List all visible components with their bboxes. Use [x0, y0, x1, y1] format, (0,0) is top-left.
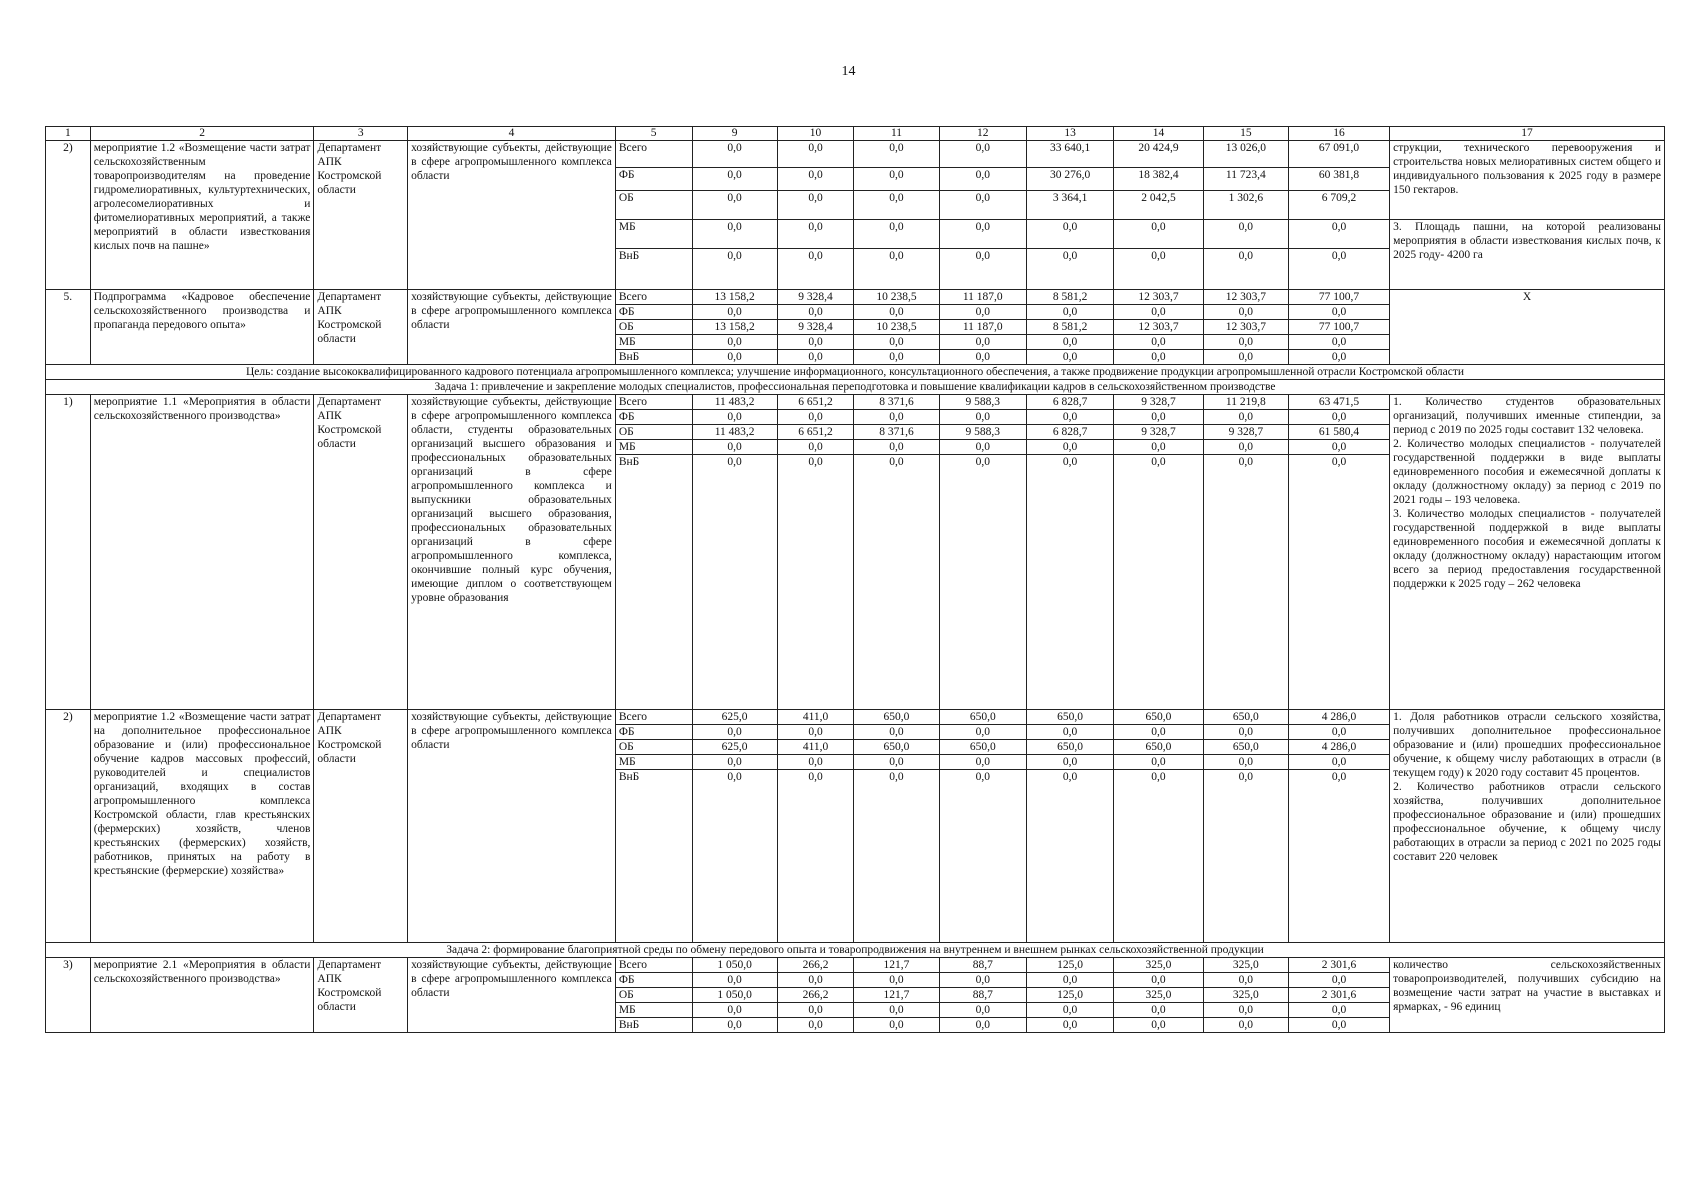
- item-participants: хозяйствующие субъекты, действующие в сфере агропромышленного комплекса области: [408, 141, 616, 290]
- funding-label: ВнБ: [615, 350, 692, 365]
- value-cell: 0,0: [1114, 1018, 1203, 1033]
- value-cell: 0,0: [854, 350, 939, 365]
- funding-label: ВнБ: [615, 249, 692, 290]
- value-cell: 0,0: [777, 350, 854, 365]
- item-executor: Департамент АПК Костромской области: [314, 395, 408, 710]
- header-cell: 11: [854, 127, 939, 141]
- value-cell: 625,0: [692, 740, 777, 755]
- value-cell: 0,0: [1203, 755, 1288, 770]
- value-cell: 0,0: [777, 249, 854, 290]
- value-cell: 0,0: [1026, 755, 1113, 770]
- value-cell: 0,0: [1203, 410, 1288, 425]
- value-cell: 12 303,7: [1203, 290, 1288, 305]
- value-cell: 0,0: [939, 440, 1026, 455]
- value-cell: 325,0: [1114, 988, 1203, 1003]
- item-number: 5.: [46, 290, 91, 365]
- value-cell: 9 588,3: [939, 425, 1026, 440]
- value-cell: 11 219,8: [1203, 395, 1288, 410]
- value-cell: 0,0: [692, 141, 777, 168]
- value-cell: 0,0: [1114, 770, 1203, 943]
- value-cell: 0,0: [777, 305, 854, 320]
- funding-label: Всего: [615, 290, 692, 305]
- value-cell: 77 100,7: [1288, 320, 1389, 335]
- value-cell: 0,0: [1026, 305, 1113, 320]
- value-cell: 88,7: [939, 988, 1026, 1003]
- value-cell: 9 328,4: [777, 320, 854, 335]
- value-cell: 0,0: [939, 168, 1026, 191]
- value-cell: 0,0: [1026, 1003, 1113, 1018]
- header-cell: 12: [939, 127, 1026, 141]
- funding-label: Всего: [615, 395, 692, 410]
- value-cell: 9 328,7: [1114, 395, 1203, 410]
- header-cell: 15: [1203, 127, 1288, 141]
- value-cell: 8 371,6: [854, 425, 939, 440]
- value-cell: 0,0: [939, 755, 1026, 770]
- value-cell: 9 328,7: [1114, 425, 1203, 440]
- goal-text-row: [46, 365, 1665, 380]
- item-executor: Департамент АПК Костромской области: [314, 141, 408, 290]
- item-participants: хозяйствующие субъекты, действующие в сфере агропромышленного комплекса области: [408, 290, 616, 365]
- value-cell: 0,0: [1203, 249, 1288, 290]
- table-row: [46, 710, 1665, 725]
- value-cell: 13 026,0: [1203, 141, 1288, 168]
- item-name: Подпрограмма «Кадровое обеспечение сельскохозяйственного производства и пропаганда передового опыта»: [90, 290, 314, 365]
- value-cell: 12 303,7: [1114, 290, 1203, 305]
- value-cell: 0,0: [854, 220, 939, 249]
- value-cell: 6 651,2: [777, 425, 854, 440]
- item-result: 1. Доля работников отрасли сельского хозяйства, получивших дополнительное профессиональное образование и (или) прошедших профессиональное обучение, к общему числу работающих в отрасли (в текущем году) к 2020 году составит 45 процентов. 2. Количество работников отрасли сельского хозяйства, получивших дополнительное профессиональное образование и (или) прошедших профессиональное обучение, к общему числу работающих в отрасли за период с 2021 по 2025 годы составит 220 человек: [1390, 710, 1665, 943]
- value-cell: 0,0: [1288, 1003, 1389, 1018]
- value-cell: 266,2: [777, 958, 854, 973]
- value-cell: 0,0: [939, 973, 1026, 988]
- value-cell: 0,0: [939, 305, 1026, 320]
- value-cell: 60 381,8: [1288, 168, 1389, 191]
- item-participants: хозяйствующие субъекты, действующие в сфере агропромышленного комплекса области, студенты образовательных организаций высшего образования и профессиональных образовательных организаций в сфере агропромышленного комплекса и выпускники образовательных организаций высшего образования, профессиональных образовательных организаций в сфере агропромышленного комплекса, окончившие полный курс обучения, имеющие диплом о соответствующем уровне образования: [408, 395, 616, 710]
- value-cell: 0,0: [1288, 755, 1389, 770]
- table-row: [46, 958, 1665, 973]
- value-cell: 0,0: [692, 410, 777, 425]
- value-cell: 411,0: [777, 740, 854, 755]
- table-row: [46, 290, 1665, 305]
- value-cell: 650,0: [1026, 740, 1113, 755]
- page-number: 14: [841, 64, 856, 79]
- value-cell: 0,0: [939, 410, 1026, 425]
- value-cell: 0,0: [692, 973, 777, 988]
- value-cell: 121,7: [854, 958, 939, 973]
- value-cell: 0,0: [1203, 973, 1288, 988]
- item-name: мероприятие 2.1 «Мероприятия в области сельскохозяйственного производства»: [90, 958, 314, 1033]
- value-cell: 0,0: [777, 1003, 854, 1018]
- task2-text-row: [46, 943, 1665, 958]
- value-cell: 0,0: [692, 455, 777, 710]
- value-cell: 0,0: [854, 410, 939, 425]
- value-cell: 0,0: [939, 249, 1026, 290]
- value-cell: 6 828,7: [1026, 425, 1113, 440]
- value-cell: 9 328,4: [777, 290, 854, 305]
- funding-label: МБ: [615, 440, 692, 455]
- value-cell: 0,0: [1026, 725, 1113, 740]
- value-cell: 77 100,7: [1288, 290, 1389, 305]
- item-result: X: [1390, 290, 1665, 365]
- value-cell: 0,0: [939, 191, 1026, 220]
- value-cell: 0,0: [1026, 410, 1113, 425]
- value-cell: 0,0: [1026, 770, 1113, 943]
- value-cell: 0,0: [1288, 335, 1389, 350]
- value-cell: 0,0: [777, 191, 854, 220]
- value-cell: 0,0: [692, 440, 777, 455]
- value-cell: 1 050,0: [692, 958, 777, 973]
- value-cell: 0,0: [692, 249, 777, 290]
- value-cell: 0,0: [692, 725, 777, 740]
- header-cell: 14: [1114, 127, 1203, 141]
- value-cell: 2 301,6: [1288, 958, 1389, 973]
- value-cell: 0,0: [1203, 305, 1288, 320]
- value-cell: 1 302,6: [1203, 191, 1288, 220]
- value-cell: 0,0: [777, 335, 854, 350]
- value-cell: 0,0: [854, 191, 939, 220]
- funding-label: МБ: [615, 755, 692, 770]
- value-cell: 67 091,0: [1288, 141, 1389, 168]
- item-number: 2): [46, 141, 91, 290]
- task1-text: Задача 1: привлечение и закрепление молодых специалистов, профессиональная переподготовка и повышение квалификации кадров в сельскохозяйственном производстве: [46, 380, 1665, 395]
- item-executor: Департамент АПК Костромской области: [314, 710, 408, 943]
- value-cell: 33 640,1: [1026, 141, 1113, 168]
- value-cell: 61 580,4: [1288, 425, 1389, 440]
- value-cell: 0,0: [1203, 725, 1288, 740]
- value-cell: 0,0: [1288, 249, 1389, 290]
- value-cell: 125,0: [1026, 958, 1113, 973]
- value-cell: 0,0: [939, 725, 1026, 740]
- header-cell: 10: [777, 127, 854, 141]
- value-cell: 6 709,2: [1288, 191, 1389, 220]
- value-cell: 9 588,3: [939, 395, 1026, 410]
- task2-text: Задача 2: формирование благоприятной среды по обмену передового опыта и товаропродвижения на внутреннем и внешнем рынках сельскохозяйственной продукции: [46, 943, 1665, 958]
- value-cell: 6 828,7: [1026, 395, 1113, 410]
- value-cell: 11 723,4: [1203, 168, 1288, 191]
- item-executor: Департамент АПК Костромской области: [314, 290, 408, 365]
- item-number: 3): [46, 958, 91, 1033]
- value-cell: 20 424,9: [1114, 141, 1203, 168]
- value-cell: 11 483,2: [692, 425, 777, 440]
- value-cell: 0,0: [854, 725, 939, 740]
- value-cell: 650,0: [854, 710, 939, 725]
- value-cell: 0,0: [1203, 440, 1288, 455]
- value-cell: 0,0: [1026, 350, 1113, 365]
- value-cell: 325,0: [1114, 958, 1203, 973]
- value-cell: 0,0: [854, 755, 939, 770]
- funding-label: ФБ: [615, 410, 692, 425]
- value-cell: 0,0: [854, 770, 939, 943]
- value-cell: 12 303,7: [1203, 320, 1288, 335]
- value-cell: 3 364,1: [1026, 191, 1113, 220]
- value-cell: 0,0: [1026, 1018, 1113, 1033]
- value-cell: 0,0: [777, 141, 854, 168]
- value-cell: 0,0: [1288, 440, 1389, 455]
- value-cell: 0,0: [1203, 770, 1288, 943]
- value-cell: 411,0: [777, 710, 854, 725]
- value-cell: 0,0: [939, 1018, 1026, 1033]
- item-result: струкции, технического перевооружения и строительства новых мелиоративных систем общего и индивидуального пользования к 2025 году в размере 150 гектаров.: [1390, 141, 1665, 220]
- value-cell: 0,0: [777, 220, 854, 249]
- item-name: мероприятие 1.1 «Мероприятия в области сельскохозяйственного производства»: [90, 395, 314, 710]
- value-cell: 30 276,0: [1026, 168, 1113, 191]
- funding-label: ОБ: [615, 191, 692, 220]
- value-cell: 0,0: [777, 725, 854, 740]
- value-cell: 4 286,0: [1288, 740, 1389, 755]
- funding-label: ФБ: [615, 168, 692, 191]
- value-cell: 650,0: [854, 740, 939, 755]
- value-cell: 4 286,0: [1288, 710, 1389, 725]
- header-cell: 17: [1390, 127, 1665, 141]
- item-result: количество сельскохозяйственных товаропроизводителей, получивших субсидию на возмещение части затрат на участие в выставках и ярмарках, - 96 единиц: [1390, 958, 1665, 1033]
- header-cell: 3: [314, 127, 408, 141]
- value-cell: 2 042,5: [1114, 191, 1203, 220]
- funding-label: Всего: [615, 958, 692, 973]
- item-executor: Департамент АПК Костромской области: [314, 958, 408, 1033]
- header-cell: 13: [1026, 127, 1113, 141]
- value-cell: 0,0: [939, 220, 1026, 249]
- value-cell: 0,0: [1114, 755, 1203, 770]
- value-cell: 0,0: [939, 335, 1026, 350]
- value-cell: 0,0: [854, 440, 939, 455]
- value-cell: 8 371,6: [854, 395, 939, 410]
- value-cell: 650,0: [1026, 710, 1113, 725]
- value-cell: 0,0: [1026, 440, 1113, 455]
- value-cell: 121,7: [854, 988, 939, 1003]
- item-result: 3. Площадь пашни, на которой реализованы мероприятия в области известкования кислых почв, к 2025 году- 4200 га: [1390, 220, 1665, 290]
- value-cell: 0,0: [1114, 410, 1203, 425]
- value-cell: 650,0: [1114, 710, 1203, 725]
- value-cell: 0,0: [854, 305, 939, 320]
- value-cell: 12 303,7: [1114, 320, 1203, 335]
- value-cell: 650,0: [1114, 740, 1203, 755]
- value-cell: 0,0: [1288, 455, 1389, 710]
- funding-label: ФБ: [615, 305, 692, 320]
- value-cell: 2 301,6: [1288, 988, 1389, 1003]
- value-cell: 13 158,2: [692, 320, 777, 335]
- funding-label: ОБ: [615, 425, 692, 440]
- value-cell: 650,0: [1203, 710, 1288, 725]
- value-cell: 0,0: [1288, 350, 1389, 365]
- value-cell: 125,0: [1026, 988, 1113, 1003]
- value-cell: 650,0: [939, 710, 1026, 725]
- value-cell: 0,0: [939, 1003, 1026, 1018]
- value-cell: 0,0: [854, 1018, 939, 1033]
- value-cell: 0,0: [1026, 335, 1113, 350]
- value-cell: 0,0: [1026, 455, 1113, 710]
- value-cell: 0,0: [1114, 725, 1203, 740]
- value-cell: 0,0: [939, 455, 1026, 710]
- value-cell: 10 238,5: [854, 320, 939, 335]
- value-cell: 18 382,4: [1114, 168, 1203, 191]
- value-cell: 0,0: [1203, 1018, 1288, 1033]
- value-cell: 0,0: [1114, 350, 1203, 365]
- value-cell: 11 483,2: [692, 395, 777, 410]
- value-cell: 6 651,2: [777, 395, 854, 410]
- value-cell: 266,2: [777, 988, 854, 1003]
- value-cell: 0,0: [1114, 973, 1203, 988]
- funding-label: ФБ: [615, 973, 692, 988]
- value-cell: 0,0: [692, 1003, 777, 1018]
- value-cell: 0,0: [1114, 305, 1203, 320]
- value-cell: 0,0: [1114, 335, 1203, 350]
- value-cell: 10 238,5: [854, 290, 939, 305]
- value-cell: 0,0: [854, 249, 939, 290]
- value-cell: 0,0: [777, 973, 854, 988]
- value-cell: 8 581,2: [1026, 290, 1113, 305]
- value-cell: 0,0: [777, 455, 854, 710]
- value-cell: 0,0: [692, 350, 777, 365]
- value-cell: 0,0: [777, 770, 854, 943]
- value-cell: 0,0: [1288, 973, 1389, 988]
- value-cell: 0,0: [854, 1003, 939, 1018]
- value-cell: 0,0: [854, 973, 939, 988]
- value-cell: 0,0: [692, 335, 777, 350]
- item-result: 1. Количество студентов образовательных организаций, получивших именные стипендии, за период с 2019 по 2025 годы составит 132 человека. 2. Количество молодых специалистов - получателей государственной поддержки в виде выплаты единовременного пособия и ежемесячной доплаты к окладу (должностному окладу) за период с 2019 по 2021 годы – 193 человека. 3. Количество молодых специалистов - получателей государственной поддержкой в виде выплаты единовременного пособия и ежемесячной доплаты к окладу (должностному окладу) нарастающим итогом всего за период предоставления государственной поддержки к 2025 году – 262 человека: [1390, 395, 1665, 710]
- funding-label: МБ: [615, 335, 692, 350]
- funding-label: ФБ: [615, 725, 692, 740]
- program-table: [45, 126, 1665, 1033]
- value-cell: 325,0: [1203, 958, 1288, 973]
- funding-label: ВнБ: [615, 455, 692, 710]
- value-cell: 0,0: [777, 1018, 854, 1033]
- funding-label: Всего: [615, 710, 692, 725]
- value-cell: 0,0: [1203, 335, 1288, 350]
- value-cell: 0,0: [692, 305, 777, 320]
- table-row: [46, 141, 1665, 168]
- value-cell: 0,0: [1114, 249, 1203, 290]
- value-cell: 0,0: [1114, 440, 1203, 455]
- value-cell: 0,0: [692, 191, 777, 220]
- value-cell: 11 187,0: [939, 320, 1026, 335]
- value-cell: 0,0: [1288, 305, 1389, 320]
- value-cell: 0,0: [777, 440, 854, 455]
- funding-label: Всего: [615, 141, 692, 168]
- value-cell: 13 158,2: [692, 290, 777, 305]
- funding-label: ОБ: [615, 988, 692, 1003]
- funding-label: ОБ: [615, 740, 692, 755]
- value-cell: 650,0: [939, 740, 1026, 755]
- value-cell: 0,0: [939, 770, 1026, 943]
- value-cell: 0,0: [1288, 770, 1389, 943]
- value-cell: 0,0: [777, 168, 854, 191]
- header-cell: 9: [692, 127, 777, 141]
- value-cell: 8 581,2: [1026, 320, 1113, 335]
- value-cell: 0,0: [1288, 725, 1389, 740]
- goal-text: Цель: создание высококвалифицированного кадрового потенциала агропромышленного комплекса; улучшение информационного, консультационного обеспечения, а также продвижение продукции агропромышленной отрасли Костромской области: [46, 365, 1665, 380]
- value-cell: 0,0: [777, 755, 854, 770]
- value-cell: 0,0: [854, 168, 939, 191]
- item-name: мероприятие 1.2 «Возмещение части затрат на дополнительное профессиональное образование и (или) профессиональное обучение кадров массовых профессий, руководителей и специалистов организаций, входящих в состав агропромышленного комплекса Костромской области, глав крестьянских (фермерских) хозяйств, членов крестьянских (фермерских) хозяйств, работников, принятых на работу в крестьянские (фермерские) хозяйства»: [90, 710, 314, 943]
- task1-text-row: [46, 380, 1665, 395]
- header-cell: 2: [90, 127, 314, 141]
- table-row: [46, 395, 1665, 410]
- value-cell: 0,0: [692, 755, 777, 770]
- value-cell: 0,0: [1026, 220, 1113, 249]
- value-cell: 0,0: [1288, 410, 1389, 425]
- value-cell: 650,0: [1203, 740, 1288, 755]
- value-cell: 9 328,7: [1203, 425, 1288, 440]
- value-cell: 0,0: [1288, 220, 1389, 249]
- value-cell: 0,0: [692, 168, 777, 191]
- funding-label: МБ: [615, 220, 692, 249]
- value-cell: 0,0: [692, 1018, 777, 1033]
- value-cell: 0,0: [692, 220, 777, 249]
- value-cell: 325,0: [1203, 988, 1288, 1003]
- funding-label: ВнБ: [615, 1018, 692, 1033]
- funding-label: ОБ: [615, 320, 692, 335]
- value-cell: 0,0: [1288, 1018, 1389, 1033]
- value-cell: 0,0: [854, 455, 939, 710]
- item-participants: хозяйствующие субъекты, действующие в сфере агропромышленного комплекса области: [408, 710, 616, 943]
- value-cell: 11 187,0: [939, 290, 1026, 305]
- value-cell: 625,0: [692, 710, 777, 725]
- value-cell: 0,0: [692, 770, 777, 943]
- header-cell: 16: [1288, 127, 1389, 141]
- funding-label: ВнБ: [615, 770, 692, 943]
- value-cell: 0,0: [777, 410, 854, 425]
- value-cell: 0,0: [939, 350, 1026, 365]
- value-cell: 0,0: [1114, 220, 1203, 249]
- item-number: 2): [46, 710, 91, 943]
- header-cell: 5: [615, 127, 692, 141]
- value-cell: 0,0: [1026, 249, 1113, 290]
- item-participants: хозяйствующие субъекты, действующие в сфере агропромышленного комплекса области: [408, 958, 616, 1033]
- value-cell: 1 050,0: [692, 988, 777, 1003]
- value-cell: 0,0: [1203, 455, 1288, 710]
- header-cell: 1: [46, 127, 91, 141]
- value-cell: 63 471,5: [1288, 395, 1389, 410]
- value-cell: 0,0: [1114, 455, 1203, 710]
- value-cell: 88,7: [939, 958, 1026, 973]
- value-cell: 0,0: [1203, 1003, 1288, 1018]
- value-cell: 0,0: [854, 141, 939, 168]
- header-row: [46, 127, 1665, 141]
- value-cell: 0,0: [854, 335, 939, 350]
- value-cell: 0,0: [1203, 350, 1288, 365]
- item-number: 1): [46, 395, 91, 710]
- value-cell: 0,0: [1114, 1003, 1203, 1018]
- value-cell: 0,0: [1026, 973, 1113, 988]
- funding-label: МБ: [615, 1003, 692, 1018]
- header-cell: 4: [408, 127, 616, 141]
- item-name: мероприятие 1.2 «Возмещение части затрат сельскохозяйственным товаропроизводителям на проведение гидромелиоративных, культуртехнических, агролесомелиоративных и фитомелиоративных мероприятий, а также мероприятий в области известкования кислых почв на пашне»: [90, 141, 314, 290]
- value-cell: 0,0: [1203, 220, 1288, 249]
- value-cell: 0,0: [939, 141, 1026, 168]
